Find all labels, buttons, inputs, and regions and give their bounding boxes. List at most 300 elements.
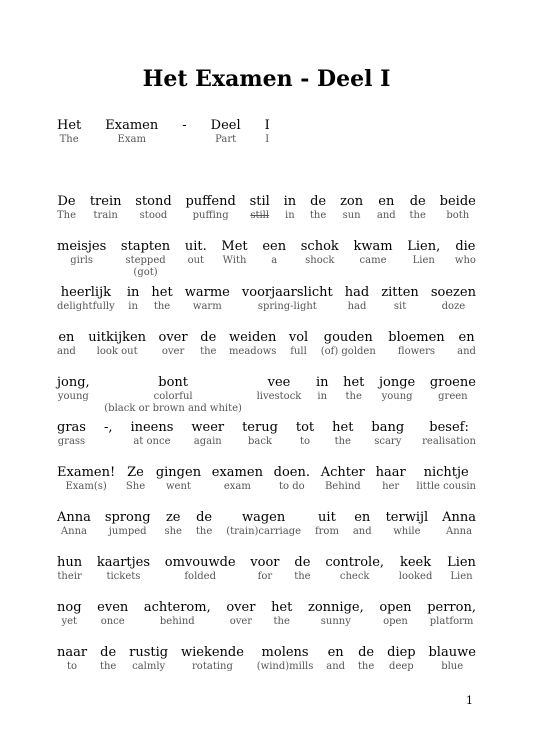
dutch-word: meisjes [57,239,107,254]
text-line [57,375,476,415]
dutch-word: en [378,194,395,209]
dutch-word: bang [371,420,405,435]
dutch-word: stil [249,194,270,209]
dutch-word: het [151,285,173,300]
english-gloss: over [229,616,253,627]
english-gloss: Lien [450,571,473,582]
dutch-word: naar [57,645,88,660]
english-gloss: the [357,661,375,672]
dutch-word: voorjaarslicht [241,285,333,300]
dutch-word: gras [57,420,86,435]
text-line [57,420,476,448]
word-pair [57,285,115,313]
word-pair [289,330,308,358]
english-gloss [107,436,110,448]
dutch-word: uitkijken [88,330,147,345]
dutch-word: de [200,330,217,345]
english-gloss: She [125,481,146,492]
english-gloss: who [454,255,476,266]
english-gloss: colorful [153,391,193,402]
dutch-word: en [458,330,475,345]
word-pair [226,510,301,538]
dutch-word: terwijl [385,510,429,525]
english-gloss: had [347,301,367,312]
word-pair [57,330,76,358]
english-gloss: meadows [228,346,277,357]
word-pair [57,510,91,538]
word-pair [242,285,333,313]
word-pair [212,465,263,493]
english-gloss: Anna [446,526,473,537]
english-gloss [183,134,186,146]
dutch-word: gouden [323,330,373,345]
word-pair [191,420,224,448]
word-pair [105,118,158,146]
dutch-word: Anna [442,510,476,525]
word-pair [457,330,476,358]
dutch-word: het [332,420,354,435]
word-pair [442,510,476,538]
dutch-word: Anna [57,510,91,525]
dutch-word: Het [57,118,82,133]
dutch-word: molens [261,645,309,660]
dutch-word: de [100,645,117,660]
word-pair [376,465,406,493]
english-gloss: behind [159,616,195,627]
word-pair [353,239,392,279]
dutch-word: doen. [273,465,311,480]
word-pair [310,194,326,222]
word-pair [121,239,170,279]
text-line [57,118,476,146]
dutch-word: had [344,285,370,300]
english-gloss: open [383,616,408,627]
dutch-word: beide [439,194,476,209]
dutch-word: wiekende [180,645,244,660]
word-pair [345,285,369,313]
word-pair [129,645,168,673]
dutch-word: uit. [184,239,207,254]
word-pair [316,375,329,415]
english-gloss: while [393,526,421,537]
english-gloss: doze [441,301,466,312]
word-pair [340,194,363,222]
english-gloss: still [250,210,270,221]
english-gloss: the [200,346,217,357]
word-pair [105,510,151,538]
english-gloss: the [345,391,362,402]
english-gloss: to [67,661,78,672]
english-gloss: the [294,571,311,582]
word-pair [226,600,255,628]
word-pair [294,555,310,583]
dutch-word: in [283,194,297,209]
english-gloss: once [100,616,125,627]
dutch-word: de [409,194,426,209]
english-gloss: calmly [132,661,166,672]
dutch-word: zon [340,194,364,209]
english-gloss: the [309,210,327,221]
english-gloss: Anna [60,526,87,537]
english-gloss: grass [57,436,86,447]
dutch-word: diep [387,645,416,660]
dutch-word: nichtje [423,465,469,480]
word-pair [377,194,396,222]
word-pair [308,600,364,628]
dutch-word: De [57,194,76,209]
word-pair [57,194,76,222]
word-pair [97,555,150,583]
word-pair [274,465,310,493]
dutch-word: die [455,239,476,254]
english-gloss: and [326,661,346,672]
word-pair [196,510,212,538]
english-gloss: (train)carriage [226,526,302,537]
word-pair [156,465,201,493]
english-gloss: (of) golden [320,346,376,357]
english-gloss: folded [184,571,216,582]
dutch-word: soezen [430,285,476,300]
english-gloss: again [193,436,222,447]
english-gloss: both [446,210,470,221]
english-gloss: looked [398,571,433,582]
word-pair [200,330,216,358]
word-pair [90,194,122,222]
dutch-word: voor [250,555,280,570]
word-pair [430,375,476,415]
english-gloss: the [99,661,117,672]
word-pair [221,239,247,279]
english-gloss: back [247,436,272,447]
word-pair [387,645,416,673]
dutch-word: controle, [325,555,385,570]
dutch-word: sprong [104,510,151,525]
english-gloss: at once [133,436,171,447]
word-pair [127,285,140,313]
english-gloss: blue [441,661,464,672]
english-gloss: puffing [192,210,229,221]
english-gloss: in [128,301,138,312]
dutch-word: keek [399,555,432,570]
english-gloss: deep [389,661,414,672]
word-pair [126,465,145,493]
text-line [57,465,476,493]
word-pair [427,600,476,628]
word-pair [144,600,211,628]
english-gloss: Lien [412,255,435,266]
english-gloss: the [409,210,426,221]
page-number: 1 [466,694,473,707]
word-pair [57,375,90,415]
english-gloss: she [164,526,182,537]
word-pair [229,330,276,358]
word-pair [211,118,241,146]
text-line [57,600,476,628]
word-pair [301,239,339,279]
word-pair [416,465,476,493]
word-pair [164,510,182,538]
word-pair [165,555,236,583]
english-gloss: train [93,210,118,221]
dutch-word: de [358,645,375,660]
english-gloss: for [257,571,273,582]
dutch-word: ze [165,510,181,525]
text-line [57,330,476,358]
english-gloss: the [195,526,213,537]
english-gloss-note: (black or brown and white) [104,403,242,414]
word-pair [326,645,345,673]
word-pair [388,330,444,358]
english-gloss: their [57,571,82,582]
dutch-word: groene [429,375,476,390]
word-pair [455,239,476,279]
word-pair [271,600,292,628]
english-gloss: her [382,481,400,492]
dutch-word: de [310,194,327,209]
dutch-word: zitten [381,285,419,300]
english-gloss: girls [70,255,93,266]
english-gloss: Exam(s) [65,481,107,492]
dutch-word: stond [135,194,172,209]
dutch-word: stapten [120,239,171,254]
english-gloss: rotating [192,661,233,672]
word-pair [343,375,364,415]
word-pair [431,285,476,313]
dutch-word: jonge [378,375,416,390]
word-pair [325,555,384,583]
text-line [57,645,476,673]
dutch-word: jong, [57,375,90,390]
english-gloss: young [381,391,413,402]
english-gloss: Behind [324,481,361,492]
english-gloss: yet [61,616,78,627]
dutch-word: ineens [130,420,174,435]
english-gloss: delightfully [57,301,115,312]
english-gloss: I [265,134,270,145]
word-pair [371,420,404,448]
word-pair [262,239,286,279]
dutch-word: bloemen [388,330,445,345]
dutch-word: weiden [228,330,277,345]
word-pair [250,555,279,583]
dutch-word: zonnige, [307,600,364,615]
dutch-word: een [262,239,287,254]
english-gloss: went [165,481,191,492]
word-pair [185,285,230,313]
page-title: Het Examen - Deel I [142,66,391,92]
word-pair [185,239,207,279]
dutch-word: trein [89,194,122,209]
dutch-word: weer [191,420,225,435]
dutch-word: en [58,330,75,345]
word-pair [97,600,128,628]
dutch-word: in [315,375,329,390]
dutch-word: nog [57,600,82,615]
word-pair [250,194,270,222]
word-pair [159,330,188,358]
dutch-word: het [343,375,365,390]
text-line [57,555,476,583]
english-gloss: and [376,210,396,221]
dutch-word: Achter [320,465,365,480]
word-pair [321,330,376,358]
english-gloss: look out [96,346,138,357]
english-gloss: to [299,436,311,447]
english-gloss: flowers [397,346,436,357]
word-pair [315,510,339,538]
dutch-word: terug [242,420,278,435]
text-line [57,510,476,538]
word-pair [332,420,353,448]
word-pair [100,645,116,673]
dutch-word: Met [221,239,248,254]
word-pair [57,239,106,279]
word-pair [57,600,82,628]
dutch-word: schok [300,239,339,254]
dutch-word: vee [267,375,291,390]
word-pair [88,330,146,358]
word-pair [242,420,278,448]
dutch-word: warme [184,285,230,300]
dutch-word: en [354,510,371,525]
word-pair [410,194,426,222]
dutch-word: besef: [429,420,469,435]
english-gloss: sunny [320,616,351,627]
english-gloss-note: (got) [133,267,158,278]
english-gloss: over [161,346,185,357]
word-pair [353,510,372,538]
dutch-word: I [264,118,270,133]
dutch-word: even [97,600,129,615]
word-pair [379,600,411,628]
dutch-word: haar [375,465,406,480]
english-gloss: out [187,255,205,266]
text-line [57,285,476,313]
dutch-word: perron, [427,600,476,615]
dutch-word: heerlijk [60,285,111,300]
word-pair [57,555,82,583]
english-gloss: the [334,436,351,447]
english-gloss: scary [374,436,402,447]
dutch-word: kwam [353,239,393,254]
word-pair [257,375,302,415]
english-gloss: Exam [117,134,146,145]
dutch-word: hun [57,555,83,570]
dutch-word: -, [103,420,113,435]
word-pair [57,645,87,673]
english-gloss: little cousin [416,481,476,492]
english-gloss: warm [192,301,222,312]
word-pair [407,239,440,279]
english-gloss: the [153,301,171,312]
word-pair [182,118,186,146]
dutch-word: omvouwde [164,555,236,570]
word-pair [422,420,476,448]
dutch-word: over [226,600,256,615]
word-pair [358,645,374,673]
word-pair [57,465,115,493]
english-gloss: the [273,616,290,627]
english-gloss: platform [429,616,474,627]
english-gloss: came [359,255,387,266]
dutch-word: Examen [105,118,159,133]
word-pair [399,555,433,583]
english-gloss: and [57,346,76,357]
word-pair [104,375,242,415]
english-gloss: in [317,391,328,402]
english-gloss: young [57,391,89,402]
english-gloss: jumped [108,526,147,537]
dutch-word: Examen! [57,465,116,480]
dutch-word: in [126,285,140,300]
word-pair [185,194,235,222]
english-gloss: tickets [106,571,141,582]
text-line [57,239,476,279]
word-pair [381,285,419,313]
dutch-word: Lien, [407,239,441,254]
word-pair [321,465,365,493]
english-gloss: green [438,391,468,402]
dutch-word: bont [158,375,188,390]
word-pair [296,420,314,448]
english-gloss: check [339,571,370,582]
english-gloss: from [314,526,339,537]
text-line [57,194,476,222]
word-pair [386,510,429,538]
dutch-word: over [158,330,188,345]
dutch-word: achterom, [143,600,211,615]
english-gloss: With [222,255,247,266]
dutch-word: - [182,118,187,133]
word-pair [57,420,86,448]
dutch-word: het [271,600,293,615]
english-gloss: sit [393,301,407,312]
english-gloss: The [59,134,79,145]
english-gloss: to do [279,481,305,492]
english-gloss: livestock [256,391,302,402]
english-gloss: The [57,210,77,221]
english-gloss: spring-light [257,301,317,312]
word-pair [135,194,171,222]
dutch-word: open [379,600,412,615]
dutch-word: gingen [155,465,202,480]
dutch-word: vol [288,330,309,345]
dutch-word: kaartjes [96,555,151,570]
english-gloss: full [290,346,307,357]
english-gloss: sun [342,210,361,221]
dutch-word: wagen [241,510,286,525]
word-pair [181,645,244,673]
word-pair [257,645,314,673]
dutch-word: Lien [447,555,476,570]
word-pair [379,375,415,415]
dutch-word: tot [295,420,315,435]
word-pair [265,118,270,146]
word-pair [104,420,113,448]
english-gloss: in [285,210,295,221]
english-gloss: and [457,346,476,357]
dutch-word: blauwe [428,645,476,660]
dutch-word: rustig [129,645,169,660]
dutch-word: uit [318,510,336,525]
dutch-word: de [196,510,213,525]
english-gloss: exam [223,481,251,492]
english-gloss: a [271,255,278,266]
dutch-word: examen [211,465,263,480]
english-gloss: shock [305,255,335,266]
english-gloss: stepped [125,255,166,266]
dutch-word: Deel [210,118,241,133]
